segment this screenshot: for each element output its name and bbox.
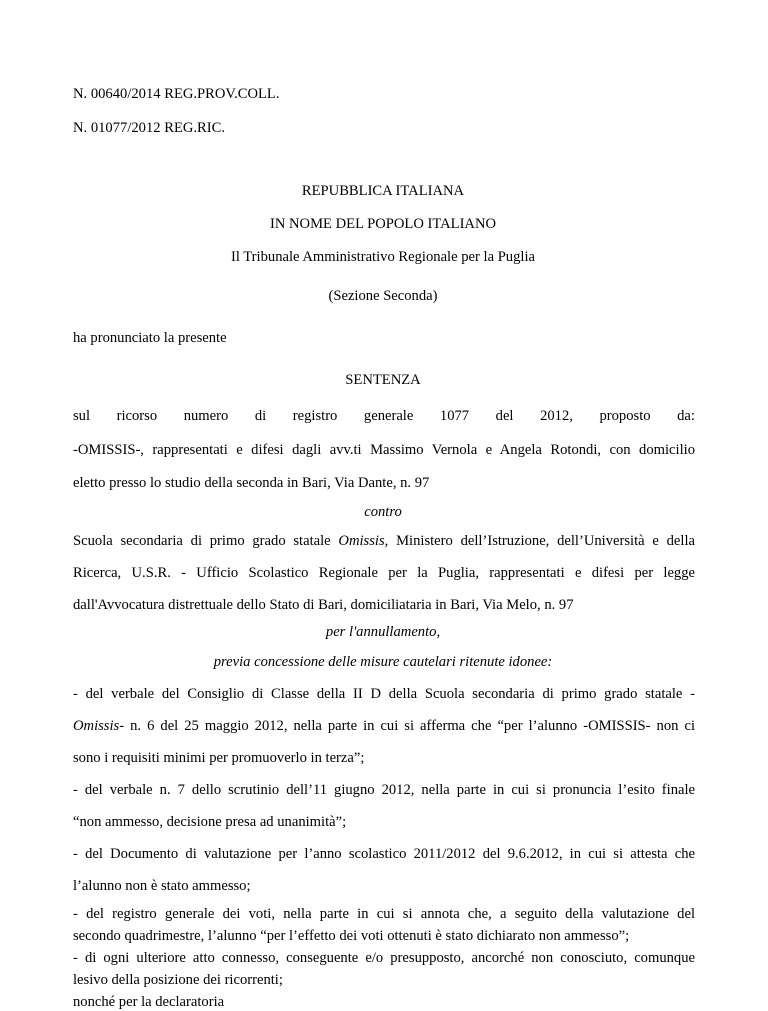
defendants-line-2: Ricerca, U.S.R. - Ufficio Scolastico Regionale per la Puglia, rappresentati e difesi per legge bbox=[73, 565, 695, 581]
item1-line-3: sono i requisiti minimi per promuoverlo in terza”; bbox=[73, 750, 365, 766]
ricorso-line-3: eletto presso lo studio della seconda in Bari, Via Dante, n. 97 bbox=[73, 475, 430, 491]
defendants-line-3: dall'Avvocatura distrettuale dello Stato di Bari, domiciliataria in Bari, Via Melo, n. 97 bbox=[73, 597, 574, 613]
intro-line: ha pronunciato la presente bbox=[73, 330, 227, 346]
word: sul bbox=[73, 408, 91, 424]
court-heading: Il Tribunale Amministrativo Regionale per la Puglia bbox=[230, 249, 535, 265]
item4-line-2: secondo quadrimestre, l’alunno “per l’effetto dei voti ottenuti è stato dichiarato non ammesso”; bbox=[73, 928, 630, 944]
ricorso-line-2: -OMISSIS-, rappresentati e difesi dagli avv.ti Massimo Vernola e Angela Rotondi, con domicilio bbox=[73, 442, 695, 458]
item3-line-1: - del Documento di valutazione per l’anno scolastico 2011/2012 del 9.6.2012, in cui si attesta che bbox=[73, 846, 695, 862]
annullamento-label: per l'annullamento, bbox=[325, 624, 441, 640]
word: 2012, bbox=[540, 408, 573, 424]
word: di bbox=[254, 408, 267, 424]
cautelari-label: previa concessione delle misure cautelari ritenute idonee: bbox=[213, 654, 553, 670]
sentenza-title: SENTENZA bbox=[345, 372, 421, 388]
text-italic: Omissis bbox=[338, 533, 385, 549]
word: del bbox=[495, 408, 514, 424]
word: ricorso bbox=[116, 408, 158, 424]
text: Scuola secondaria di primo grado statale bbox=[73, 533, 339, 549]
item1-line-2 bbox=[73, 717, 695, 735]
reg-prov-number: N. 00640/2014 REG.PROV.COLL. bbox=[73, 86, 280, 102]
word: numero bbox=[183, 408, 229, 424]
closing-line: nonché per la declaratoria bbox=[73, 994, 225, 1010]
item5-line-1: - di ogni ulteriore atto connesso, conseguente e/o presupposto, ancorché non conosciuto, comunque bbox=[73, 950, 695, 966]
people-heading: IN NOME DEL POPOLO ITALIANO bbox=[269, 216, 497, 232]
defendants-line-1 bbox=[73, 532, 695, 550]
item2-line-2: “non ammesso, decisione presa ad unanimità”; bbox=[73, 814, 347, 830]
word: 1077 bbox=[439, 408, 470, 424]
ricorso-line-1 bbox=[73, 407, 695, 425]
republic-heading: REPUBBLICA ITALIANA bbox=[301, 183, 465, 199]
word: da: bbox=[677, 408, 695, 424]
item2-line-1: - del verbale n. 7 dello scrutinio dell’11 giugno 2012, nella parte in cui si pronuncia l’esito finale bbox=[73, 782, 695, 798]
word: registro bbox=[292, 408, 338, 424]
text-italic: Omissis bbox=[73, 718, 120, 734]
item4-line-1: - del registro generale dei voti, nella parte in cui si annota che, a seguito della valutazione del bbox=[73, 906, 695, 922]
text: - n. 6 del 25 maggio 2012, nella parte in cui si afferma che “per l’alunno -OMISSIS- non ci bbox=[119, 718, 695, 734]
text: , Ministero dell’Istruzione, dell’Università e della bbox=[384, 533, 695, 549]
item3-line-2: l’alunno non è stato ammesso; bbox=[73, 878, 251, 894]
item5-line-2: lesivo della posizione dei ricorrenti; bbox=[73, 972, 283, 988]
reg-ric-number: N. 01077/2012 REG.RIC. bbox=[73, 120, 226, 136]
item1-line-1: - del verbale del Consiglio di Classe della II D della Scuola secondaria di primo grado statale - bbox=[73, 686, 695, 702]
section-heading: (Sezione Seconda) bbox=[328, 288, 438, 304]
contro-label: contro bbox=[364, 504, 402, 520]
word: generale bbox=[363, 408, 414, 424]
word: proposto bbox=[599, 408, 651, 424]
